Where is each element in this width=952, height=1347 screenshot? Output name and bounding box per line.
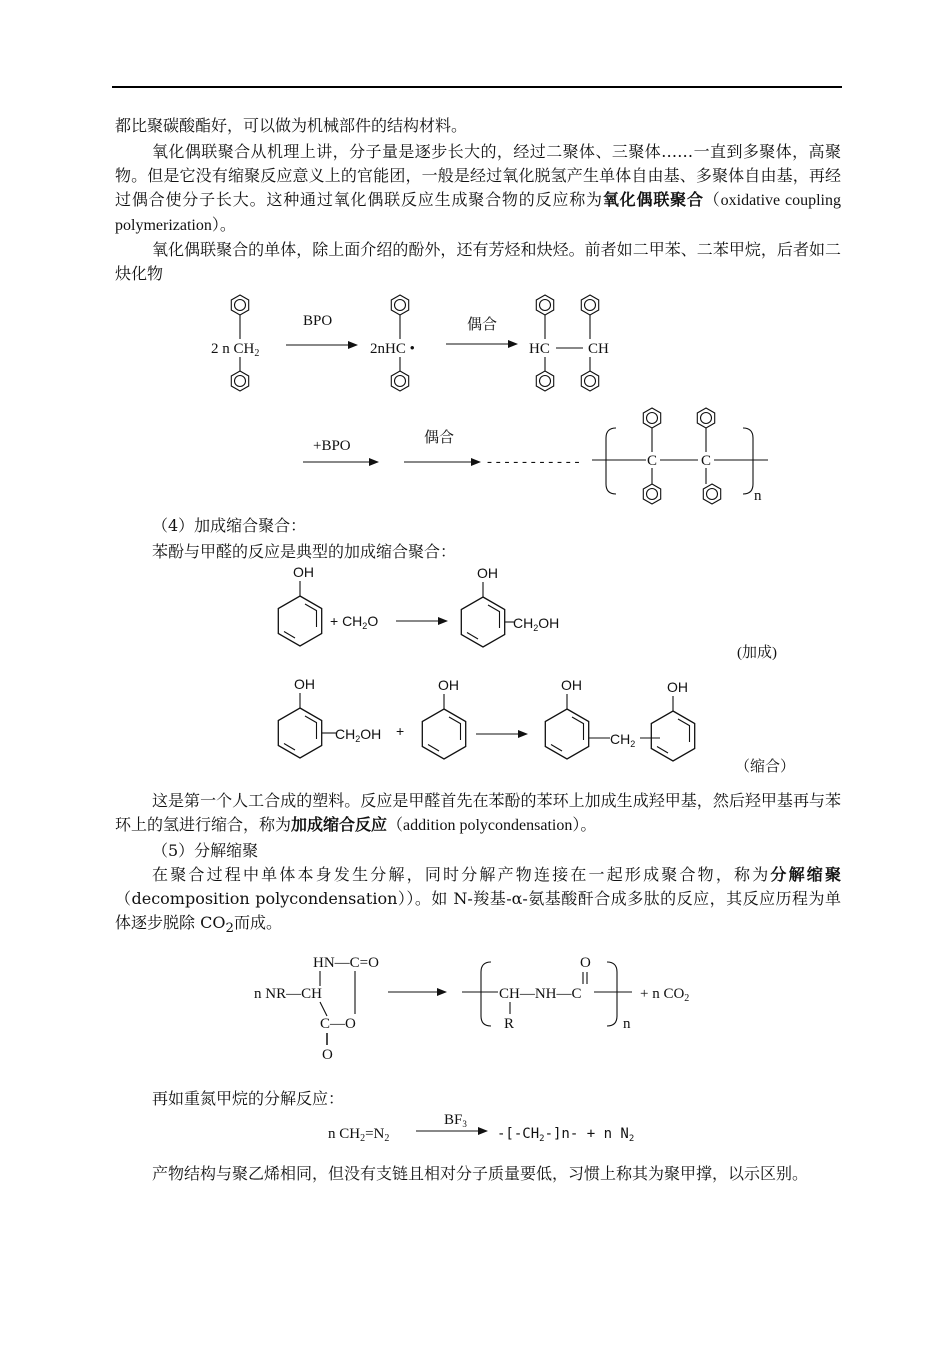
benzene-ring-icon <box>581 295 598 315</box>
catalyst-bf3: $BF_3$ <box>444 1112 467 1129</box>
label-ch2oh: $CH_2OH$ <box>513 615 560 633</box>
right-bracket <box>607 962 617 1026</box>
product-chain: CH—NH—C <box>499 986 582 1002</box>
label-co2: + n $CO_2$ <box>640 986 690 1004</box>
term-decomposition-polycondensation: 分解缩聚 <box>770 865 841 884</box>
label-oh: OH <box>561 677 582 693</box>
benzene-ring-icon <box>536 295 553 315</box>
plus-ch2o: + $CH_2O$ <box>330 613 379 631</box>
reagent-bpo: BPO <box>303 313 333 329</box>
left-bracket <box>606 428 616 494</box>
label-carbonyl-o: O <box>580 955 591 971</box>
scheme-diphenylmethane <box>211 295 768 504</box>
scheme-nca-decomposition <box>254 955 689 1063</box>
diazomethane-lhs: n $CH_2=N_2$ <box>328 1126 390 1144</box>
plus-sign: + <box>396 723 405 739</box>
benzene-ring-icon <box>536 371 553 391</box>
paragraph-polymethylene: 产物结构与聚乙烯相同，但没有支链且相对分子质量要低，习惯上称其为聚甲撑，以示区别。 <box>152 1164 809 1183</box>
label-oh: OH <box>438 677 459 693</box>
scheme-phenol-formaldehyde <box>278 564 795 775</box>
phenol-ring-icon <box>651 711 694 761</box>
ring-nr-ch: n NR—CH <box>254 986 322 1002</box>
benzene-ring-icon <box>643 408 660 428</box>
label-r: R <box>504 1016 515 1032</box>
label-condensation: （缩合） <box>735 759 796 775</box>
label-addition: (加成) <box>737 645 777 661</box>
chain-dashes: - - - - - - - - - - - <box>487 454 580 470</box>
section-4-heading: （4）加成缩合聚合： <box>152 516 307 535</box>
label-ch2-bridge: $CH_2$ <box>610 731 636 749</box>
paragraph-addition-condensation: 这是第一个人工合成的塑料。反应是甲醛首先在苯酚的苯环上加成生成羟甲基，然后羟甲基再与苯环上的氢进行缩合，称为加成缩合反应（addition polycondensation）。 <box>115 791 841 834</box>
benzene-ring-icon <box>703 484 720 504</box>
polymer-carbon-2: C <box>701 453 712 469</box>
scheme-diazomethane <box>328 1112 634 1144</box>
benzene-ring-icon <box>643 484 660 504</box>
paragraph-decomposition: 在聚合过程中单体本身发生分解，同时分解产物连接在一起形成聚合物，称为分解缩聚（decomposition polycondensation））。如 N-羧基-α-氨基酸酐合成多肽的反应，其反应历程为单体逐步脱除 $CO_2$而成。 <box>115 865 841 937</box>
term-oxidative-coupling: 氧化偶联聚合 <box>602 190 704 209</box>
section-4-intro: 苯酚与甲醛的反应是典型的加成缩合聚合： <box>152 542 457 561</box>
ring-carbonyl-o: O <box>322 1047 333 1063</box>
left-bracket <box>481 962 491 1026</box>
label-oh: OH <box>293 564 314 580</box>
polymer-carbon-1: C <box>647 453 658 469</box>
label-ch2oh: $CH_2OH$ <box>335 726 382 744</box>
benzene-ring-icon <box>697 408 714 428</box>
ring-hn-c-o: HN—C=O <box>313 955 379 971</box>
dimer-hc: HC <box>529 341 550 357</box>
label-oh: OH <box>477 565 498 581</box>
phenol-ring-icon <box>278 708 321 758</box>
label-coupling: 偶合 <box>467 317 498 333</box>
reactant-ch2: 2 n $CH_2$ <box>211 341 260 359</box>
diazomethane-rhs: $-[-CH_2-]n- + n$ $N_2$ <box>497 1126 635 1144</box>
label-coupling-2: 偶合 <box>424 430 455 446</box>
right-bracket <box>743 428 753 494</box>
dimer-ch: CH <box>588 341 609 357</box>
paragraph-diazomethane: 再如重氮甲烷的分解反应： <box>152 1089 345 1108</box>
label-oh: OH <box>667 679 688 695</box>
paragraph-1: 都比聚碳酸酯好，可以做为机械部件的结构材料。 <box>115 116 468 135</box>
benzene-ring-icon <box>391 371 408 391</box>
benzene-ring-icon <box>581 371 598 391</box>
phenol-ring-icon <box>545 709 588 759</box>
term-addition-polycondensation: 加成缩合反应 <box>291 815 388 834</box>
phenol-ring-icon <box>278 596 321 646</box>
paragraph-monomers: 氧化偶联聚合的单体，除上面介绍的酚外，还有芳烃和炔烃。前者如二甲苯、二苯甲烷，后者如二炔化物 <box>115 240 841 283</box>
reagent-plus-bpo: +BPO <box>313 438 351 454</box>
polymer-n: n <box>754 488 762 504</box>
paragraph-oxidative-coupling: 氧化偶联聚合从机理上讲，分子量是逐步长大的，经过二聚体、三聚体……一直到多聚体，高聚物。但是它没有缩聚反应意义上的官能团，一般是经过氧化脱氢产生单体自由基、多聚体自由基，再经过偶合使分子长大。这种通过氧化偶联反应生成聚合物的反应称为氧化偶联聚合（oxidative coupling polymerization）。 <box>115 142 841 234</box>
ring-c-o: C—O <box>320 1016 356 1032</box>
benzene-ring-icon <box>391 295 408 315</box>
radical-intermediate: 2nHC • <box>370 341 415 357</box>
phenol-ring-icon <box>422 709 465 759</box>
label-oh: OH <box>294 676 315 692</box>
benzene-ring-icon <box>231 371 248 391</box>
benzene-ring-icon <box>231 295 248 315</box>
phenol-ring-icon <box>461 597 504 647</box>
section-5-heading: （5）分解缩聚 <box>152 841 259 860</box>
label-n: n <box>623 1016 631 1032</box>
